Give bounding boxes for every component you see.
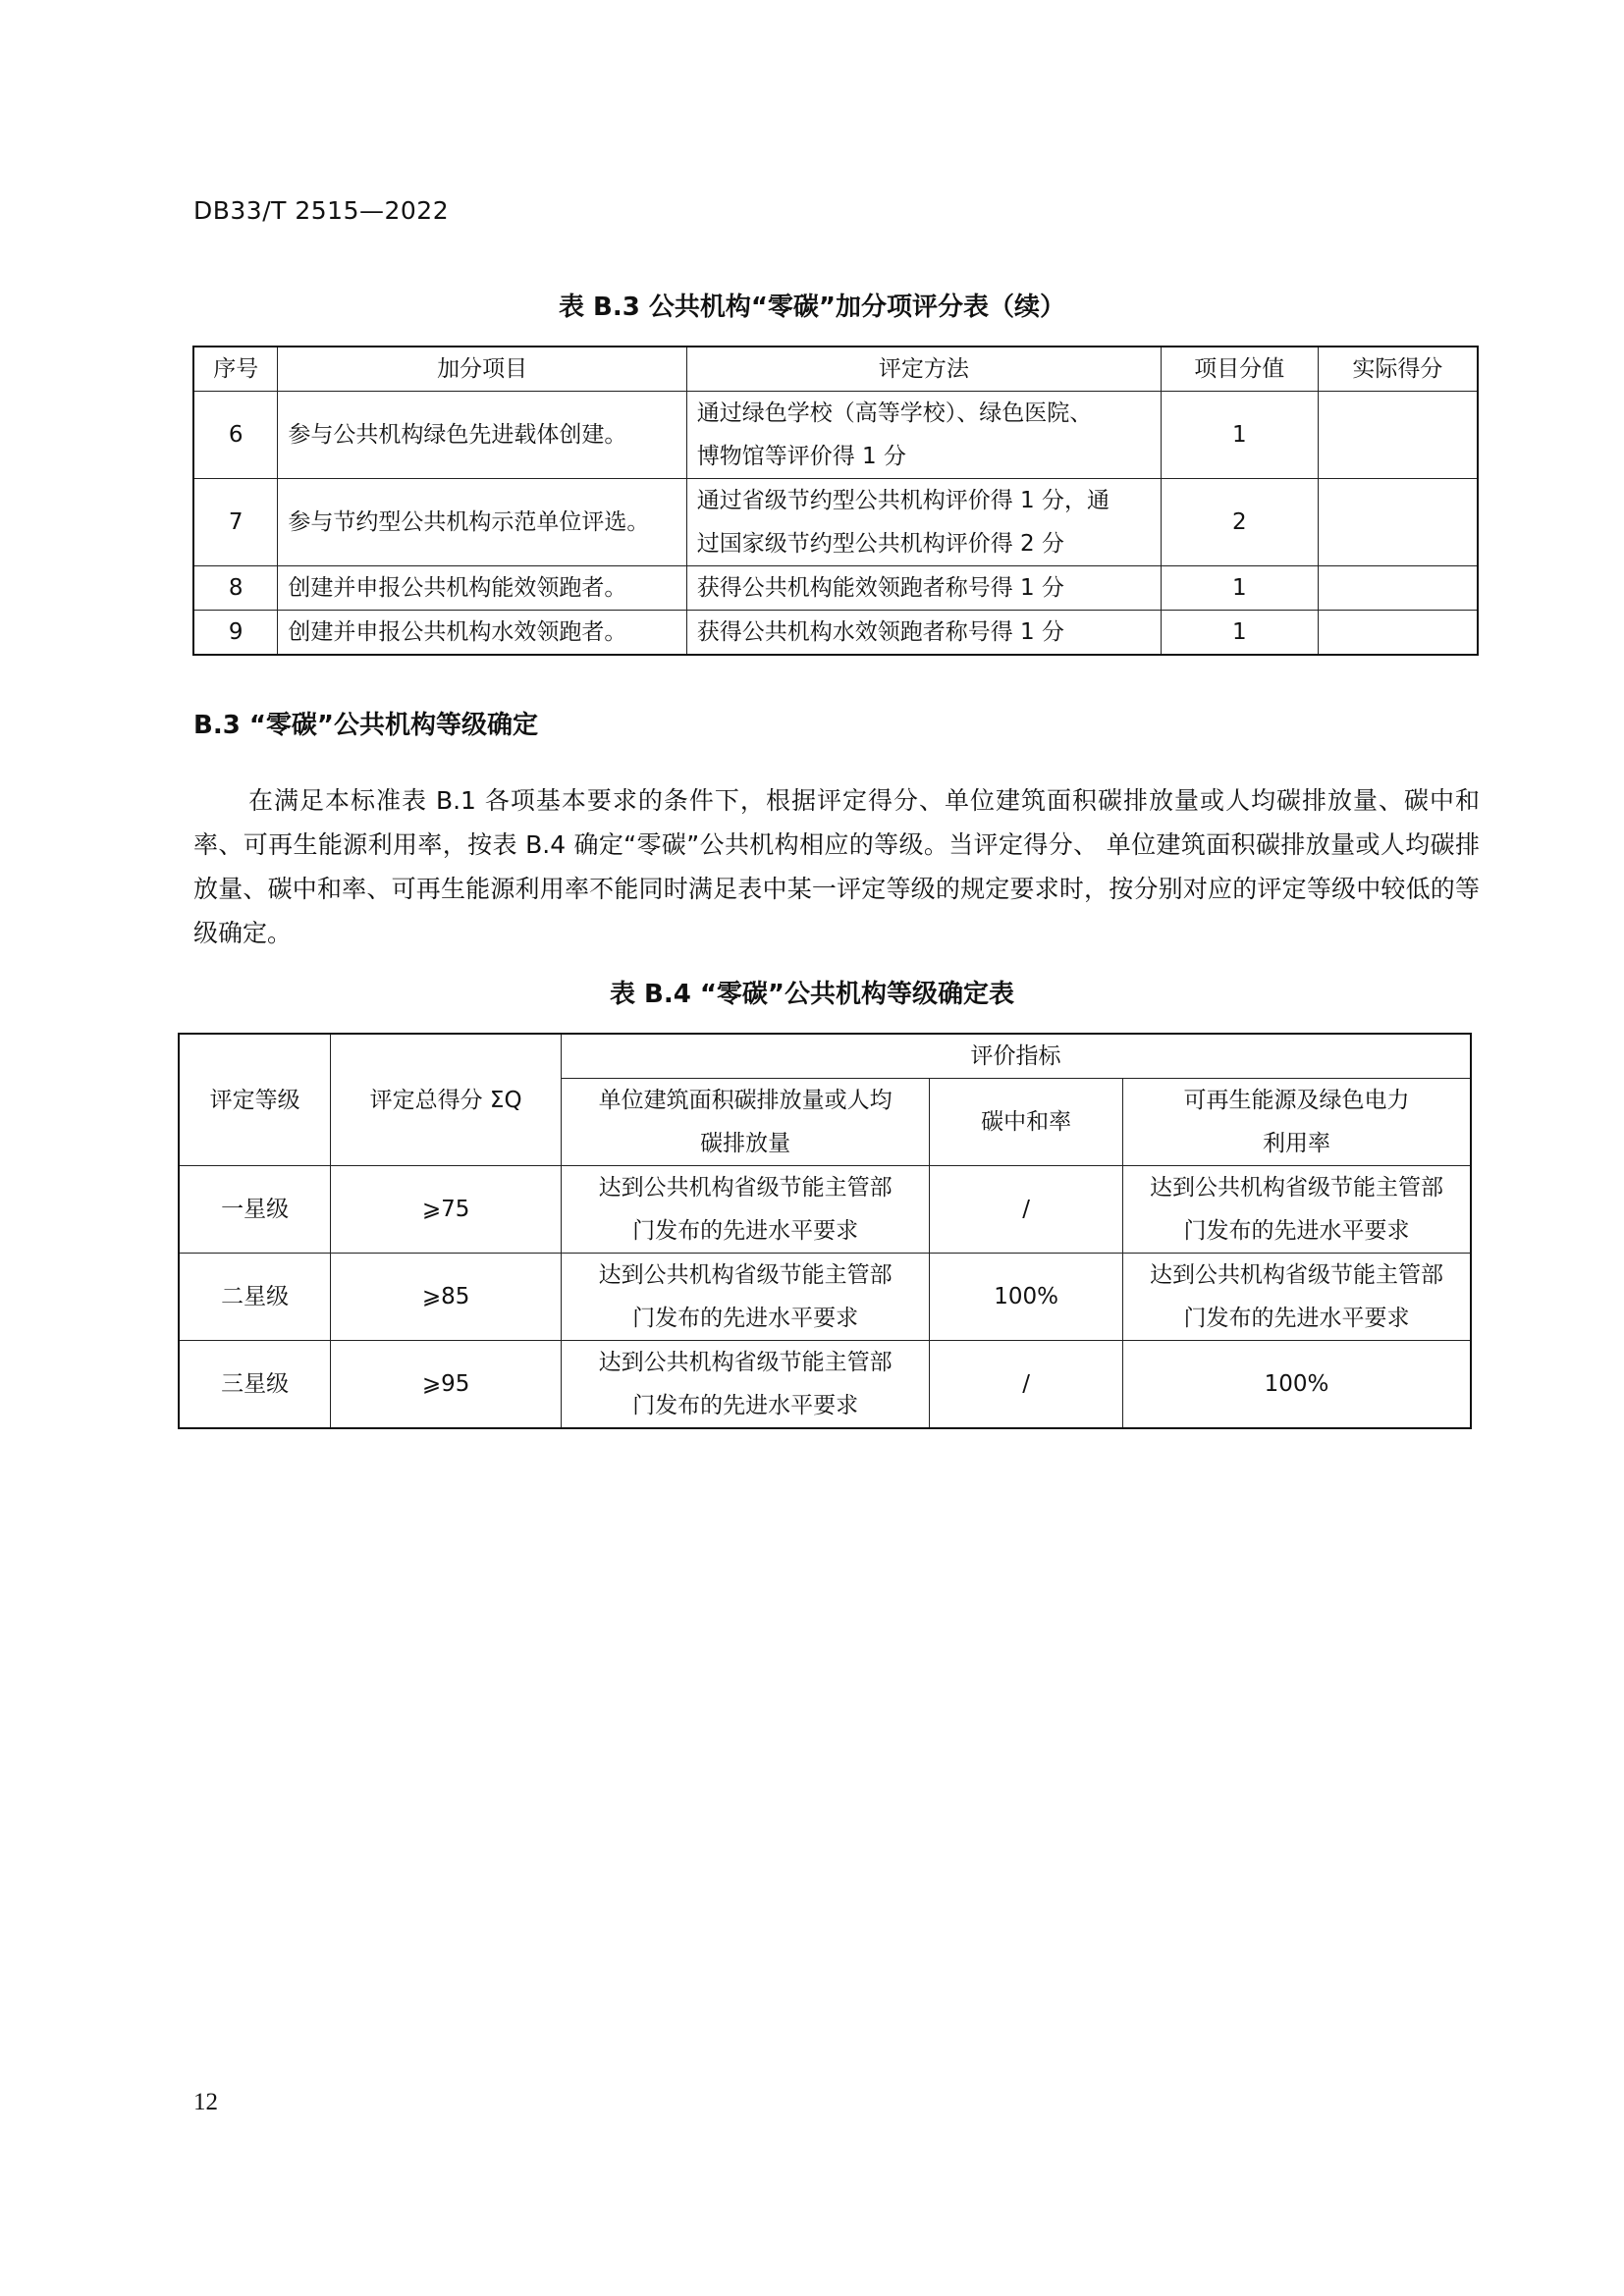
row-grade: 三星级 (179, 1341, 331, 1429)
table-row (193, 611, 1478, 656)
table-b3 (192, 346, 1479, 656)
table-header-row (179, 1034, 1471, 1079)
table-row (179, 1341, 1471, 1429)
cell-line: 达到公共机构省级节能主管部 (598, 1262, 893, 1288)
row-method (686, 392, 1161, 479)
row-actual (1318, 392, 1478, 479)
row-score: 1 (1161, 392, 1318, 479)
row-neutral: 100% (930, 1254, 1123, 1341)
row-emission (561, 1166, 929, 1254)
col-header-score: 项目分值 (1161, 347, 1318, 392)
row-actual (1318, 566, 1478, 611)
row-score: 1 (1161, 566, 1318, 611)
table-b3-caption: 表 B.3 公共机构“零碳”加分项评分表（续） (558, 293, 1066, 322)
cell-line: 门发布的先进水平要求 (632, 1393, 859, 1418)
cell-line: 门发布的先进水平要求 (1183, 1218, 1410, 1244)
row-score: 1 (1161, 611, 1318, 656)
row-item: 参与节约型公共机构示范单位评选。 (278, 479, 686, 566)
method-line: 通过省级节约型公共机构评价得 1 分，通 (696, 488, 1110, 513)
method-line: 通过绿色学校（高等学校）、绿色医院、 (696, 400, 1093, 426)
cell-line: 达到公共机构省级节能主管部 (1150, 1175, 1443, 1201)
row-emission (561, 1341, 929, 1429)
row-item: 创建并申报公共机构能效领跑者。 (278, 566, 686, 611)
row-total: ⩾85 (331, 1254, 562, 1341)
col-header-total: 评定总得分 ΣQ (331, 1034, 562, 1166)
cell-line: 达到公共机构省级节能主管部 (1150, 1262, 1443, 1288)
cell-line: 门发布的先进水平要求 (1183, 1306, 1410, 1331)
cell-line: 达到公共机构省级节能主管部 (598, 1350, 893, 1375)
body-paragraph: 在满足本标准表 B.1 各项基本要求的条件下，根据评定得分、单位建筑面积碳排放量或人均碳排放量、碳中和率、可再生能源利用率，按表 B.4 确定“零碳”公共机构相应的等级。当评定得分、 单位建筑面积碳排放量或人均碳排放量、碳中和率、可再生能源利用率不能同时满足表中某一评定等级的规定要求时，按分别对应的评定等级中较低的等级确定。 (193, 786, 1480, 947)
row-score: 2 (1161, 479, 1318, 566)
col-header-renewable (1123, 1079, 1471, 1166)
table-row (193, 566, 1478, 611)
table-row (179, 1254, 1471, 1341)
col-header-item: 加分项目 (278, 347, 686, 392)
col-header-actual: 实际得分 (1318, 347, 1478, 392)
table-b4 (178, 1033, 1472, 1429)
row-method: 获得公共机构水效领跑者称号得 1 分 (686, 611, 1161, 656)
row-total: ⩾75 (331, 1166, 562, 1254)
cell-line: 门发布的先进水平要求 (632, 1306, 859, 1331)
row-actual (1318, 611, 1478, 656)
row-no: 6 (193, 392, 278, 479)
table-row (193, 479, 1478, 566)
row-grade: 一星级 (179, 1166, 331, 1254)
row-renewable (1123, 1254, 1471, 1341)
row-method: 获得公共机构能效领跑者称号得 1 分 (686, 566, 1161, 611)
row-grade: 二星级 (179, 1254, 331, 1341)
col-header-neutral: 碳中和率 (930, 1079, 1123, 1166)
section-heading: B.3 “零碳”公共机构等级确定 (193, 711, 539, 740)
col-header-method: 评定方法 (686, 347, 1161, 392)
row-renewable (1123, 1166, 1471, 1254)
row-item: 参与公共机构绿色先进载体创建。 (278, 392, 686, 479)
document-code: DB33/T 2515—2022 (193, 196, 450, 225)
row-method (686, 479, 1161, 566)
row-no: 9 (193, 611, 278, 656)
row-emission (561, 1254, 929, 1341)
header-line: 可再生能源及绿色电力 (1183, 1088, 1410, 1113)
method-line: 博物馆等评价得 1 分 (696, 444, 906, 469)
row-no: 8 (193, 566, 278, 611)
header-line: 碳排放量 (700, 1131, 791, 1156)
table-header-row (193, 347, 1478, 392)
header-line: 利用率 (1263, 1131, 1330, 1156)
table-row (179, 1166, 1471, 1254)
row-neutral: / (930, 1341, 1123, 1429)
method-line: 过国家级节约型公共机构评价得 2 分 (696, 531, 1064, 557)
row-neutral: / (930, 1166, 1123, 1254)
cell-line: 门发布的先进水平要求 (632, 1218, 859, 1244)
row-total: ⩾95 (331, 1341, 562, 1429)
col-header-indicators: 评价指标 (561, 1034, 1471, 1079)
col-header-no: 序号 (193, 347, 278, 392)
cell-line: 达到公共机构省级节能主管部 (598, 1175, 893, 1201)
row-item: 创建并申报公共机构水效领跑者。 (278, 611, 686, 656)
col-header-grade: 评定等级 (179, 1034, 331, 1166)
row-no: 7 (193, 479, 278, 566)
page-number: 12 (193, 2089, 218, 2115)
row-actual (1318, 479, 1478, 566)
table-b4-caption: 表 B.4 “零碳”公共机构等级确定表 (609, 980, 1015, 1009)
col-header-emission (561, 1079, 929, 1166)
header-line: 单位建筑面积碳排放量或人均 (598, 1088, 893, 1113)
row-renewable: 100% (1123, 1341, 1471, 1429)
table-row (193, 392, 1478, 479)
